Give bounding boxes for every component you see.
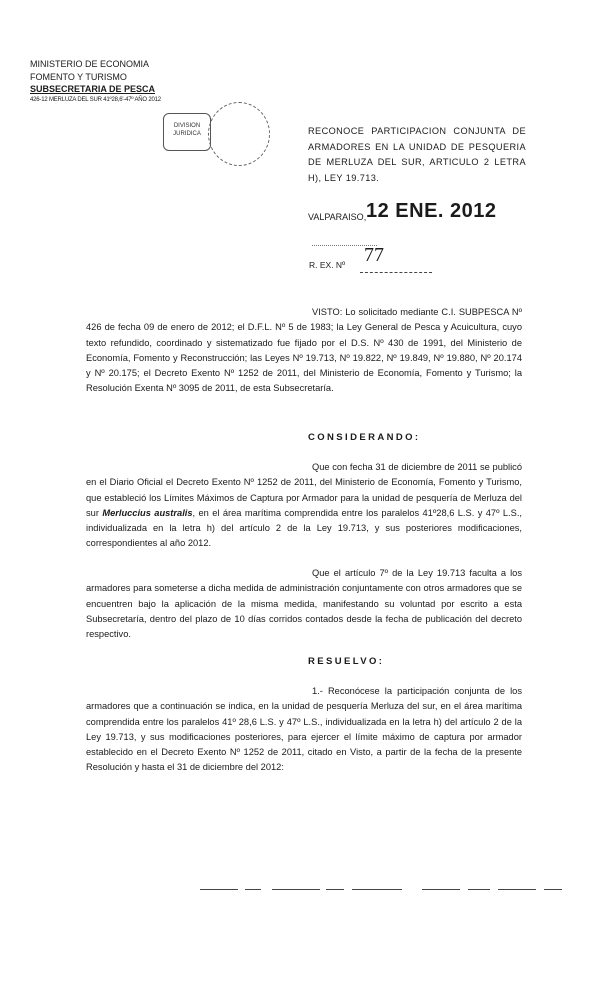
number-underline: [360, 272, 432, 273]
resolution-reference: RECONOCE PARTICIPACION CONJUNTA DE ARMADORES EN LA UNIDAD DE PESQUERIA DE MERLUZA DEL SUR, ARTICULO 2 LETRA H), LEY 19.713.: [308, 126, 526, 183]
header-file-reference: 426-12 MERLUZA DEL SUR 41º28,6'-47º AÑO 2012: [30, 96, 161, 103]
footer-rule: [245, 889, 261, 890]
place-label: VALPARAISO,: [308, 212, 367, 222]
resuelvo-heading: RESUELVO:: [308, 656, 385, 667]
footer-rule: [422, 889, 460, 890]
resolution-date: 12 ENE. 2012: [366, 200, 497, 222]
header-ministry: MINISTERIO DE ECONOMIA: [30, 59, 150, 69]
footer-rule: [468, 889, 490, 890]
resuelvo-paragraph-1: [86, 684, 522, 776]
footer-rule: [272, 889, 320, 890]
considerando-heading: CONSIDERANDO:: [308, 432, 421, 443]
footer-rule: [200, 889, 238, 890]
visto-paragraph: [86, 305, 522, 397]
header-subsecretaria: SUBSECRETARIA DE PESCA: [30, 84, 156, 94]
considerando2-lead: Que el artículo 7º de la Ley 19.713 faculta a los: [312, 568, 522, 578]
considerando1-part2: , en el área marítima comprendida entre los paralelos 41º28,6 L.S. y 47º L.S., individualizada en la letra h) del artículo 2 de la Ley 19.713, y sus posteriores modificaciones, correspondientes al año 2012.: [86, 507, 522, 549]
considerando-paragraph-1: [86, 460, 522, 552]
visto-lead: VISTO: Lo solicitado mediante C.I. SUBPESCA Nº: [312, 307, 522, 317]
ministry-header: [30, 58, 161, 104]
header-department: FOMENTO Y TURISMO: [30, 71, 127, 82]
footer-rule: [498, 889, 536, 890]
resuelvo1-lead: 1.- Reconócese la participación conjunta de los: [312, 686, 522, 696]
resolution-number-label: R. EX. Nº: [309, 260, 346, 270]
considerando1-part1: publicó en el Diario Oficial el Decreto Exento Nº 1252 de 2011, del Ministerio de Economía, Fomento y Turismo, que estableció los Límites Máximos de Captura por Armador para la unidad de pesquería de Merluza del sur: [86, 462, 522, 518]
resolution-number: 77: [364, 244, 384, 266]
resuelvo1-body: armadores que a continuación se indica, en la unidad de pesquería Merluza del sur, en el área marítima comprendida entre los paralelos 41º 28,6 L.S. y 47º L.S., individualizada en la letra h) del artículo 2 de la Ley 19.713, y sus modificaciones posteriores, para ejercer el límite máximo de captura por armador establecido en el Decreto Exento Nº 1252 de 2011, citado en Visto, a partir de la fecha de la presente Resolución y hasta el 31 de diciembre del 2012:: [86, 701, 522, 773]
stamp-line-1: DIVISION: [173, 123, 201, 129]
footer-rule: [352, 889, 402, 890]
species-name: Merluccius australis: [102, 507, 193, 518]
division-juridica-stamp: [163, 113, 211, 151]
footer-rule: [326, 889, 344, 890]
considerando2-body: armadores para someterse a dicha medida de administración conjuntamente con otros armadores que se encuentren bajo la aplicación de la misma medida, manifestando su voluntad por escrito a esta Subsecretaría, dentro del plazo de 10 días corridos contados desde la fecha de publicación del decreto respectivo.: [86, 583, 522, 640]
visto-body: 426 de fecha 09 de enero de 2012; el D.F.L. Nº 5 de 1983; la Ley General de Pesca y Acuicultura, cuyo texto refundido, coordinado y sistematizado fue fijado por el D.S. Nº 430 de 1991, del Ministerio de Economía, Fomento y Reconstrucción; las Leyes Nº 19.713, Nº 19.822, Nº 19.849, Nº 19.880, Nº 20.174 y Nº 20.175; el Decreto Exento Nº 1252 de 2011, del Ministerio de Economía, Fomento y Turismo; la Resolución Exenta Nº 3095 de 2011, de esta Subsecretaría.: [86, 322, 522, 394]
round-seal: [208, 102, 270, 166]
considerando1-lead: Que con fecha 31 de diciembre de 2011 se: [312, 462, 490, 472]
footer-rule: [544, 889, 562, 890]
considerando-paragraph-2: [86, 566, 522, 642]
stamp-line-2: JURIDICA: [173, 131, 201, 137]
